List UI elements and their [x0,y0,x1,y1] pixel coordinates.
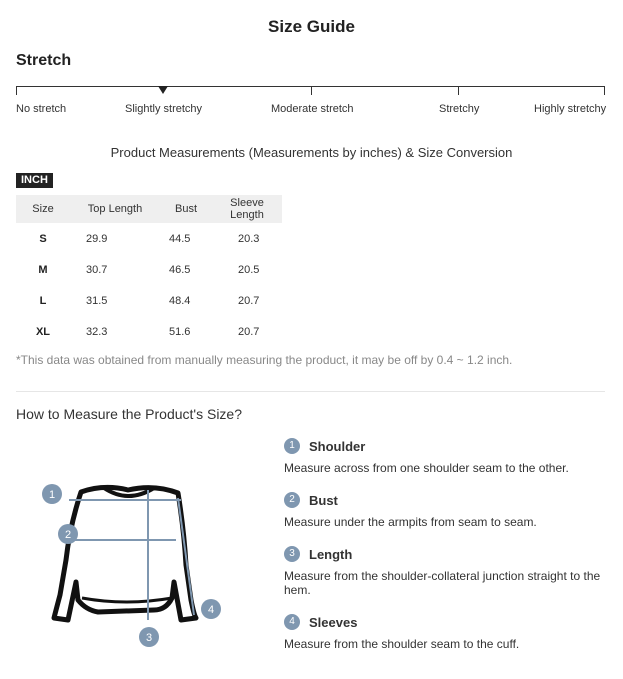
diagram-marker-1 [42,484,62,504]
stretch-selected-marker [158,86,168,94]
stretch-level-label: Moderate stretch [271,103,354,115]
stretch-level-label: Highly stretchy [534,103,607,115]
sleeve-length-cell: 20.7 [238,294,260,307]
size-cell: M [38,263,48,276]
measure-step-sleeves [284,613,604,651]
stretch-level-label: Slightly stretchy [125,103,203,115]
svg-text:4: 4 [207,604,215,616]
column-header: Bust [160,195,212,223]
sweater-hem-band [82,598,172,602]
svg-text:1: 1 [48,489,56,501]
step-description: Measure from the shoulder seam to the cuff. [284,637,520,651]
sweater-outline [54,487,196,620]
diagram-marker-3 [139,627,159,647]
page-title: Size Guide [268,17,355,36]
step-description: Measure from the shoulder-collateral junction straight to the hem. [284,569,601,597]
scale-tick [311,86,312,95]
bust-cell: 44.5 [169,232,191,245]
step-title: Shoulder [309,438,366,454]
top-length-cell: 31.5 [86,294,108,307]
scale-tick [458,86,459,95]
size-cell: L [39,294,47,307]
top-length-cell: 29.9 [86,232,108,245]
bust-cell: 48.4 [169,294,191,307]
table-header-row [16,195,282,223]
sleeve-length-cell: 20.3 [238,232,260,245]
step-description: Measure under the armpits from seam to seam. [284,515,537,529]
scale-tick [604,86,605,95]
table-row [16,285,282,316]
section-divider [16,391,605,392]
svg-text:2: 2 [64,529,72,541]
column-header: Top Length [70,195,160,223]
step-number-badge: 1 [284,438,300,454]
stretch-level-label: No stretch [16,103,67,115]
sleeve-length-cell: 20.5 [238,263,260,276]
measure-step-bust [284,491,604,529]
step-number-badge: 2 [284,492,300,508]
step-number-badge: 3 [284,546,300,562]
table-row [16,223,282,254]
unit-badge[interactable]: INCH [16,173,53,188]
step-title: Length [309,546,353,562]
svg-text:3: 3 [145,632,153,644]
how-to-measure-heading: How to Measure the Product's Size? [16,406,243,422]
step-title: Bust [309,492,338,508]
measure-step-shoulder [284,437,604,475]
diagram-marker-4 [201,599,221,619]
top-length-cell: 32.3 [86,325,108,338]
size-table [16,195,282,347]
measurements-subtitle: Product Measurements (Measurements by inches) & Size Conversion [110,145,513,160]
column-header: Size [16,195,70,223]
column-header: Sleeve Length [212,195,282,223]
bust-cell: 46.5 [169,263,191,276]
step-title: Sleeves [309,614,358,630]
bust-cell: 51.6 [169,325,191,338]
sleeve-guide [178,498,194,615]
measure-step-length [284,545,604,597]
stretch-level-label: Stretchy [439,103,480,115]
scale-tick [16,86,17,95]
table-row [16,254,282,285]
step-description: Measure across from one shoulder seam to the other. [284,461,569,475]
top-length-cell: 30.7 [86,263,108,276]
step-number-badge: 4 [284,614,300,630]
table-row [16,316,282,347]
measurement-note: *This data was obtained from manually measuring the product, it may be off by 0.4 ~ 1.2 inch. [16,353,513,367]
diagram-marker-2 [58,524,78,544]
stretch-heading: Stretch [16,52,72,69]
sleeve-length-cell: 20.7 [238,325,260,338]
sweater-diagram [36,470,236,655]
size-cell: XL [35,325,51,338]
size-cell: S [39,232,47,245]
